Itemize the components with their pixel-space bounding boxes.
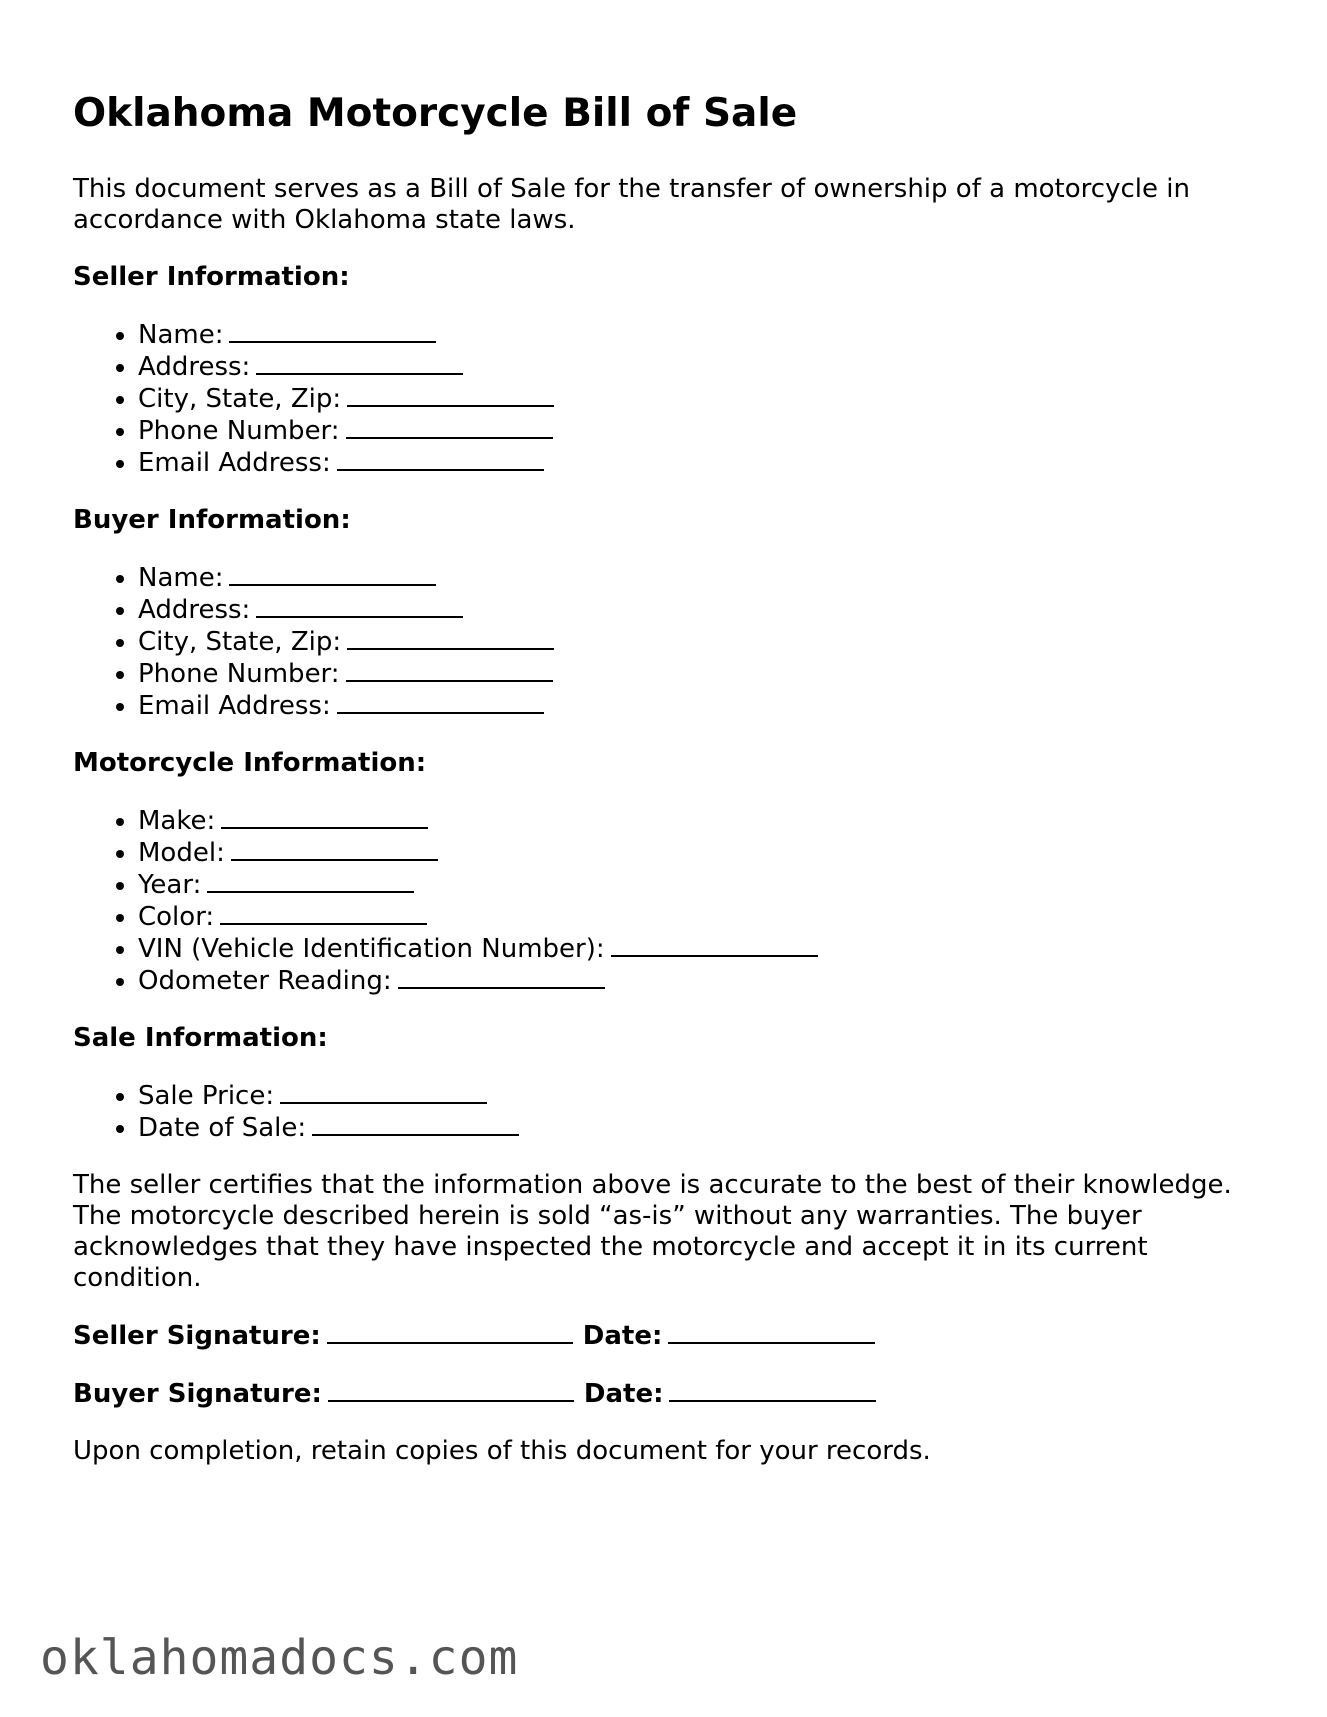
field-label: Name: [138, 563, 224, 593]
field-label: Email Address: [138, 448, 331, 478]
blank-line[interactable] [229, 562, 436, 586]
list-item [138, 319, 1253, 351]
intro-paragraph: This document serves as a Bill of Sale for the transfer of ownership of a motorcycle in accordance with Oklahoma state laws. [73, 174, 1190, 235]
blank-line[interactable] [337, 447, 544, 471]
field-label: City, State, Zip: [138, 384, 342, 414]
field-label: Year: [138, 870, 202, 900]
blank-line[interactable] [256, 594, 463, 618]
buyer-signature-line [73, 1378, 1253, 1410]
field-label: Address: [138, 595, 251, 625]
field-label: Odometer Reading: [138, 966, 392, 996]
list-item [138, 1112, 1253, 1144]
certification-paragraph: The seller certifies that the information above is accurate to the best of their knowledge. The motorcycle described herein is sold “as-is” without any warranties. The buyer acknowledges that they have inspected the motorcycle and accept it in its current condition. [73, 1170, 1232, 1293]
buyer-heading: Buyer Information: [73, 505, 351, 535]
field-label: Phone Number: [138, 416, 340, 446]
blank-line[interactable] [346, 658, 553, 682]
blank-line[interactable] [611, 933, 818, 957]
list-item [138, 351, 1253, 383]
sale-heading: Sale Information: [73, 1023, 328, 1053]
field-label: Color: [138, 902, 215, 932]
field-label: City, State, Zip: [138, 627, 342, 657]
blank-line[interactable] [221, 805, 428, 829]
field-label: VIN (Vehicle Identification Number): [138, 934, 605, 964]
seller-date-blank[interactable] [668, 1320, 875, 1344]
list-item [138, 447, 1253, 479]
field-label: Email Address: [138, 691, 331, 721]
seller-heading: Seller Information: [73, 262, 350, 292]
buyer-date-label: Date: [583, 1379, 664, 1409]
buyer-signature-label: Buyer Signature: [73, 1379, 322, 1409]
seller-signature-blank[interactable] [327, 1320, 573, 1344]
buyer-date-blank[interactable] [669, 1378, 876, 1402]
list-item [138, 965, 1253, 997]
list-item [138, 594, 1253, 626]
list-item [138, 626, 1253, 658]
list-item [138, 658, 1253, 690]
blank-line[interactable] [398, 965, 605, 989]
blank-line[interactable] [337, 690, 544, 714]
field-label: Date of Sale: [138, 1113, 307, 1143]
list-item [138, 690, 1253, 722]
field-label: Phone Number: [138, 659, 340, 689]
blank-line[interactable] [231, 837, 438, 861]
blank-line[interactable] [229, 319, 436, 343]
list-item [138, 869, 1253, 901]
blank-line[interactable] [346, 415, 553, 439]
buyer-signature-blank[interactable] [328, 1378, 574, 1402]
blank-line[interactable] [207, 869, 414, 893]
closing-note: Upon completion, retain copies of this document for your records. [73, 1436, 931, 1466]
blank-line[interactable] [312, 1112, 519, 1136]
buyer-fields [73, 562, 1253, 722]
field-label: Address: [138, 352, 251, 382]
seller-fields [73, 319, 1253, 479]
seller-date-label: Date: [582, 1321, 663, 1351]
motorcycle-heading: Motorcycle Information: [73, 748, 427, 778]
list-item [138, 901, 1253, 933]
list-item [138, 415, 1253, 447]
blank-line[interactable] [256, 351, 463, 375]
blank-line[interactable] [220, 901, 427, 925]
list-item [138, 562, 1253, 594]
field-label: Model: [138, 838, 225, 868]
field-label: Name: [138, 320, 224, 350]
blank-line[interactable] [280, 1080, 487, 1104]
list-item [138, 1080, 1253, 1112]
bill-of-sale-document [73, 88, 1253, 1467]
list-item [138, 837, 1253, 869]
blank-line[interactable] [347, 383, 554, 407]
seller-signature-line [73, 1320, 1253, 1352]
blank-line[interactable] [347, 626, 554, 650]
sale-fields [73, 1080, 1253, 1144]
motorcycle-fields [73, 805, 1253, 997]
field-label: Sale Price: [138, 1081, 275, 1111]
list-item [138, 383, 1253, 415]
site-watermark: oklahomadocs.com [40, 1630, 519, 1686]
seller-signature-label: Seller Signature: [73, 1321, 321, 1351]
document-title: Oklahoma Motorcycle Bill of Sale [73, 91, 798, 136]
list-item [138, 805, 1253, 837]
field-label: Make: [138, 806, 216, 836]
list-item [138, 933, 1253, 965]
